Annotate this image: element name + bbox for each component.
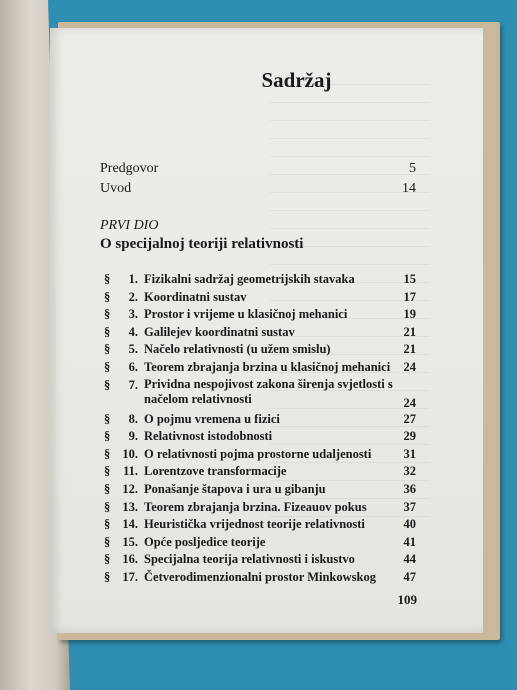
section-title: Galilejev koordinatni sustav bbox=[144, 324, 295, 339]
section-number: 14. bbox=[122, 517, 138, 532]
section-page: 21 bbox=[403, 342, 416, 357]
section-page: 41 bbox=[403, 534, 416, 549]
toc-entry bbox=[104, 463, 416, 481]
section-title: Prividna nespojivost zakona širenja svjetlosti s načelom relativnosti bbox=[144, 376, 393, 406]
book-page bbox=[50, 28, 483, 633]
section-title: Fizikalni sadržaj geometrijskih stavaka bbox=[144, 272, 355, 286]
section-page: 24 bbox=[403, 395, 416, 410]
section-symbol: § bbox=[104, 499, 111, 514]
section-symbol: § bbox=[104, 446, 111, 461]
toc-entry-predgovor bbox=[100, 161, 416, 177]
section-number: 6. bbox=[128, 359, 138, 374]
section-title: O relativnosti pojma prostorne udaljenosti bbox=[144, 446, 372, 461]
section-symbol: § bbox=[104, 552, 111, 567]
section-symbol: § bbox=[104, 411, 111, 426]
section-title: Koordinatni sustav bbox=[144, 289, 247, 304]
section-number: 12. bbox=[122, 481, 138, 496]
section-symbol: § bbox=[104, 289, 111, 304]
section-title: Načelo relativnosti (u užem smislu) bbox=[144, 342, 331, 357]
section-number: 17. bbox=[122, 569, 138, 584]
section-number: 10. bbox=[122, 446, 138, 461]
section-symbol: § bbox=[104, 272, 111, 286]
section-page: 19 bbox=[403, 307, 416, 322]
toc-entry-page: 14 bbox=[402, 181, 416, 196]
section-number: 13. bbox=[122, 499, 138, 514]
page-number: 109 bbox=[397, 592, 417, 607]
section-number: 5. bbox=[128, 342, 138, 357]
part-title: O specijalnoj teoriji relativnosti bbox=[100, 236, 304, 252]
page-title: Sadržaj bbox=[261, 68, 332, 92]
section-page: 37 bbox=[403, 499, 416, 514]
section-title: Opće posljedice teorije bbox=[144, 534, 266, 549]
section-symbol: § bbox=[104, 377, 111, 392]
toc-entry-uvod bbox=[100, 181, 416, 197]
toc-entry bbox=[104, 551, 416, 569]
toc-entry bbox=[104, 428, 416, 446]
toc-entry bbox=[104, 306, 416, 324]
toc-entry bbox=[104, 359, 416, 377]
section-number: 15. bbox=[122, 534, 138, 549]
section-symbol: § bbox=[104, 307, 111, 322]
toc-entry bbox=[104, 324, 416, 342]
toc-entry-label: Uvod bbox=[100, 181, 132, 196]
section-number: 8. bbox=[128, 411, 138, 426]
toc-entry bbox=[104, 411, 416, 429]
toc-entry-label: Predgovor bbox=[100, 161, 159, 176]
toc-entry bbox=[104, 377, 416, 411]
section-title: O pojmu vremena u fizici bbox=[144, 411, 280, 426]
toc-entry bbox=[104, 499, 416, 517]
toc-entry bbox=[104, 289, 416, 307]
section-title: Teorem zbrajanja brzina u klasičnoj mehanici bbox=[144, 359, 391, 374]
toc-entry bbox=[104, 446, 416, 464]
section-symbol: § bbox=[104, 481, 111, 496]
section-symbol: § bbox=[104, 534, 111, 549]
section-title: Heuristička vrijednost teorije relativnosti bbox=[144, 517, 365, 532]
section-title: Prostor i vrijeme u klasičnoj mehanici bbox=[144, 307, 348, 322]
section-number: 9. bbox=[128, 429, 138, 444]
section-page: 17 bbox=[403, 289, 416, 304]
section-page: 32 bbox=[403, 464, 416, 479]
section-page: 15 bbox=[403, 272, 416, 286]
section-symbol: § bbox=[104, 342, 111, 357]
section-number: 2. bbox=[128, 289, 138, 304]
toc-entry bbox=[104, 271, 416, 289]
section-title: Ponašanje štapova i ura u gibanju bbox=[144, 481, 326, 496]
toc-entry bbox=[104, 341, 416, 359]
section-title: Lorentzove transformacije bbox=[144, 464, 287, 479]
section-symbol: § bbox=[104, 359, 111, 374]
section-title: Relativnost istodobnosti bbox=[144, 429, 273, 444]
part-label: PRVI DIO bbox=[100, 218, 159, 233]
section-number: 11. bbox=[123, 464, 138, 479]
section-page: 29 bbox=[403, 429, 416, 444]
section-page: 44 bbox=[403, 552, 416, 567]
section-symbol: § bbox=[104, 429, 111, 444]
toc-entry-page: 5 bbox=[409, 161, 416, 176]
toc-entry bbox=[104, 516, 416, 534]
section-page: 27 bbox=[403, 411, 416, 426]
section-title: Specijalna teorija relativnosti i iskustvo bbox=[144, 552, 355, 567]
section-symbol: § bbox=[104, 569, 111, 584]
section-symbol: § bbox=[104, 464, 111, 479]
toc-entry bbox=[104, 534, 416, 552]
section-number: 7. bbox=[128, 377, 138, 392]
section-number: 4. bbox=[128, 324, 138, 339]
section-title: Teorem zbrajanja brzina. Fizeauov pokus bbox=[144, 499, 367, 514]
section-page: 36 bbox=[403, 481, 416, 496]
toc-entry bbox=[104, 569, 416, 587]
section-number: 1. bbox=[128, 272, 138, 286]
section-symbol: § bbox=[104, 324, 111, 339]
section-page: 40 bbox=[403, 517, 416, 532]
section-title: Četverodimenzionalni prostor Minkowskog bbox=[144, 569, 376, 584]
table-of-contents bbox=[104, 271, 416, 587]
toc-entry bbox=[104, 481, 416, 499]
section-page: 24 bbox=[403, 359, 416, 374]
section-number: 16. bbox=[122, 552, 138, 567]
section-page: 47 bbox=[403, 569, 416, 584]
section-page: 21 bbox=[403, 324, 416, 339]
section-number: 3. bbox=[128, 307, 138, 322]
section-symbol: § bbox=[104, 517, 111, 532]
section-page: 31 bbox=[403, 446, 416, 461]
